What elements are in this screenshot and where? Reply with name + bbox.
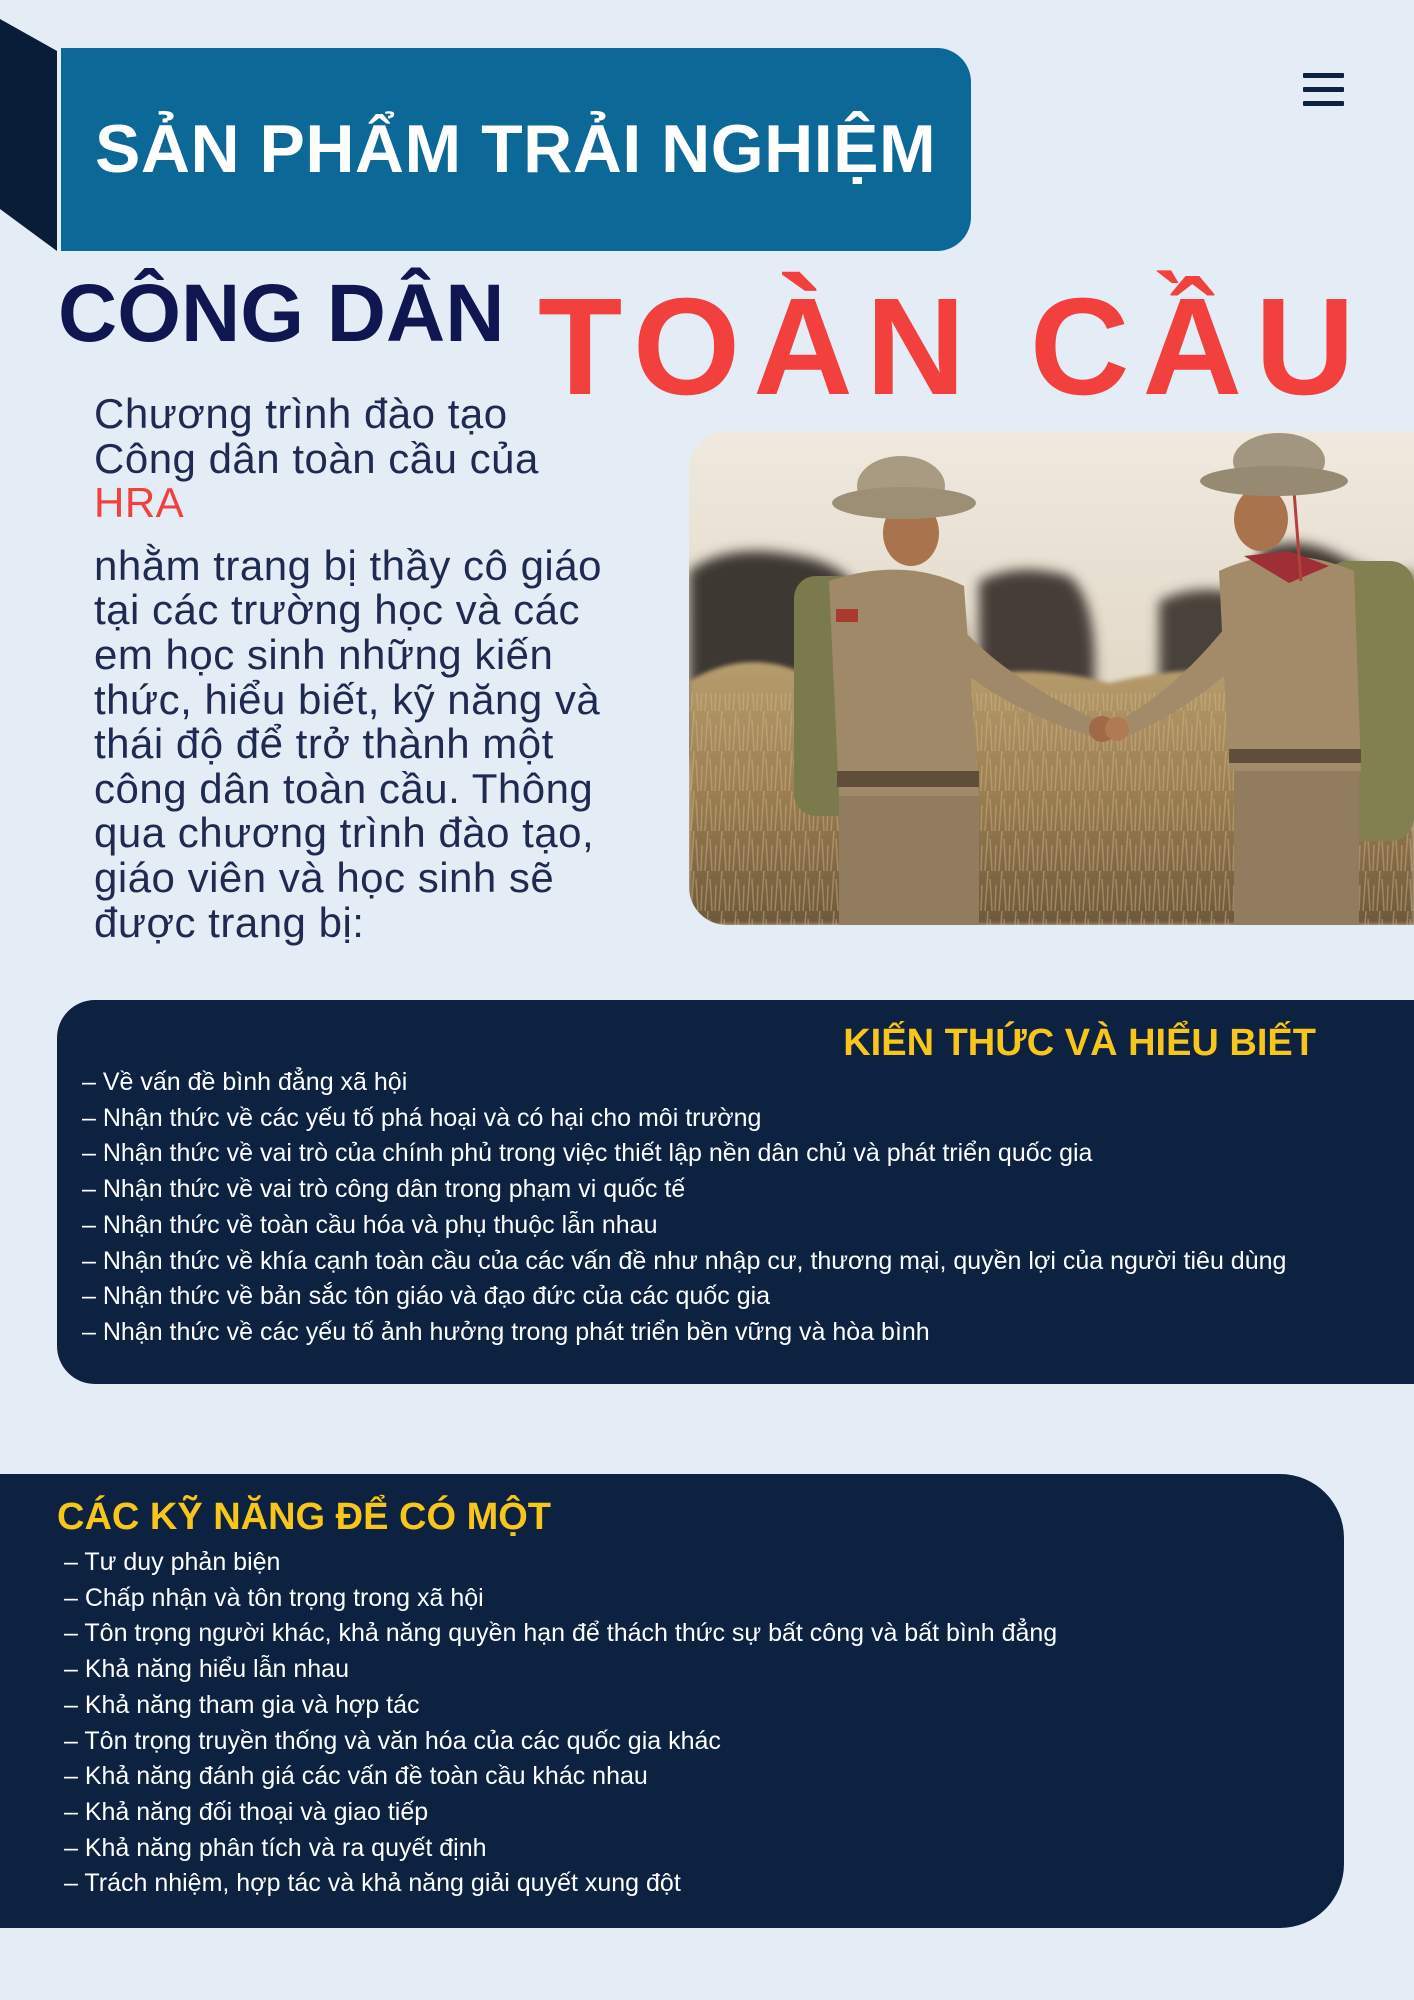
knowledge-item: – Nhận thức về bản sắc tôn giáo và đạo đức của các quốc gia (82, 1282, 771, 1311)
skill-item: – Khả năng đánh giá các vấn đề toàn cầu khác nhau (64, 1762, 648, 1791)
skills-list (64, 1545, 1057, 1902)
knowledge-panel (57, 1000, 1414, 1384)
menu-bar (1303, 87, 1344, 92)
knowledge-item: – Nhận thức về các yếu tố phá hoại và có hại cho môi trường (82, 1103, 762, 1132)
skill-item: – Tôn trọng truyền thống và văn hóa của các quốc gia khác (64, 1726, 721, 1755)
skills-title: CÁC KỸ NĂNG ĐỂ CÓ MỘT (57, 1496, 551, 1538)
skill-item: – Tư duy phản biện (64, 1548, 281, 1576)
menu-bar (1303, 73, 1344, 78)
corner-accent-shape (0, 0, 57, 252)
banner-title: SẢN PHẨM TRẢI NGHIỆM (95, 111, 937, 187)
knowledge-item: – Nhận thức về các yếu tố ảnh hưởng trong phát triển bền vững và hòa bình (82, 1317, 930, 1346)
skill-item: – Chấp nhận và tôn trọng trong xã hội (64, 1583, 484, 1612)
skills-panel (0, 1474, 1344, 1928)
headline-part-1: CÔNG DÂN (58, 268, 505, 359)
skill-item: – Khả năng phân tích và ra quyết định (64, 1833, 487, 1862)
intro-body (94, 541, 602, 946)
knowledge-title: KIẾN THỨC VÀ HIỂU BIẾT (843, 1022, 1316, 1064)
scouts-handshake-image (689, 431, 1414, 925)
intro-lead (94, 392, 602, 526)
menu-bar (1303, 101, 1344, 106)
face (1234, 487, 1288, 551)
uniform-shirt (1219, 556, 1361, 771)
sleeve-patch (836, 609, 858, 622)
intro-body-line: thức, hiểu biết, kỹ năng và (94, 675, 601, 723)
belt (1229, 749, 1361, 763)
belt (837, 771, 979, 787)
intro-text (94, 392, 602, 945)
intro-body-line: tại các trường học và các (94, 586, 581, 634)
hat-brim (1200, 466, 1348, 496)
skill-item: – Trách nhiệm, hợp tác và khả năng giải quyết xung đột (64, 1869, 681, 1898)
organization-name: HRA (94, 479, 185, 527)
trousers (1234, 761, 1359, 925)
handshake (1089, 716, 1129, 742)
skill-item: – Khả năng đối thoại và giao tiếp (64, 1797, 429, 1826)
knowledge-item: – Nhận thức về khía cạnh toàn cầu của các vấn đề như nhập cư, thương mại, quyền lợi của người tiêu dùng (82, 1246, 1287, 1275)
intro-body-line: thái độ để trở thành một (94, 720, 554, 768)
knowledge-item: – Nhận thức về vai trò công dân trong phạm vi quốc tế (82, 1175, 686, 1204)
knowledge-item: – Nhận thức về toàn cầu hóa và phụ thuộc lẫn nhau (82, 1210, 658, 1239)
intro-body-line: được trang bị: (94, 898, 365, 946)
skill-item: – Khả năng hiểu lẫn nhau (64, 1655, 349, 1684)
hamburger-menu-icon[interactable] (1303, 73, 1344, 107)
intro-body-line: qua chương trình đào tạo, (94, 809, 595, 857)
hat-brim (832, 487, 976, 519)
knowledge-item: – Về vấn đề bình đẳng xã hội (82, 1068, 408, 1096)
trousers (839, 781, 979, 925)
intro-lead-line: Công dân toàn cầu của (94, 434, 539, 482)
skill-item: – Khả năng tham gia và hợp tác (64, 1690, 420, 1719)
uniform-shirt (829, 570, 979, 796)
scouts-photo (689, 431, 1414, 925)
intro-lead-line: Chương trình đào tạo (94, 390, 508, 437)
intro-body-line: giáo viên và học sinh sẽ (94, 853, 555, 901)
intro-body-line: công dân toàn cầu. Thông (94, 764, 594, 812)
hand (1105, 717, 1129, 741)
skill-item: – Tôn trọng người khác, khả năng quyền hạn để thách thức sự bất công và bất bình đẳng (64, 1619, 1058, 1648)
knowledge-list (82, 1065, 1286, 1351)
intro-body-line: nhằm trang bị thầy cô giáo (94, 541, 602, 589)
intro-body-line: em học sinh những kiến (94, 630, 554, 678)
title-banner (61, 48, 971, 251)
knowledge-item: – Nhận thức về vai trò của chính phủ trong việc thiết lập nền dân chủ và phát triển quốc gia (82, 1139, 1093, 1168)
headline-part-2: TOÀN CẦU (538, 270, 1368, 424)
